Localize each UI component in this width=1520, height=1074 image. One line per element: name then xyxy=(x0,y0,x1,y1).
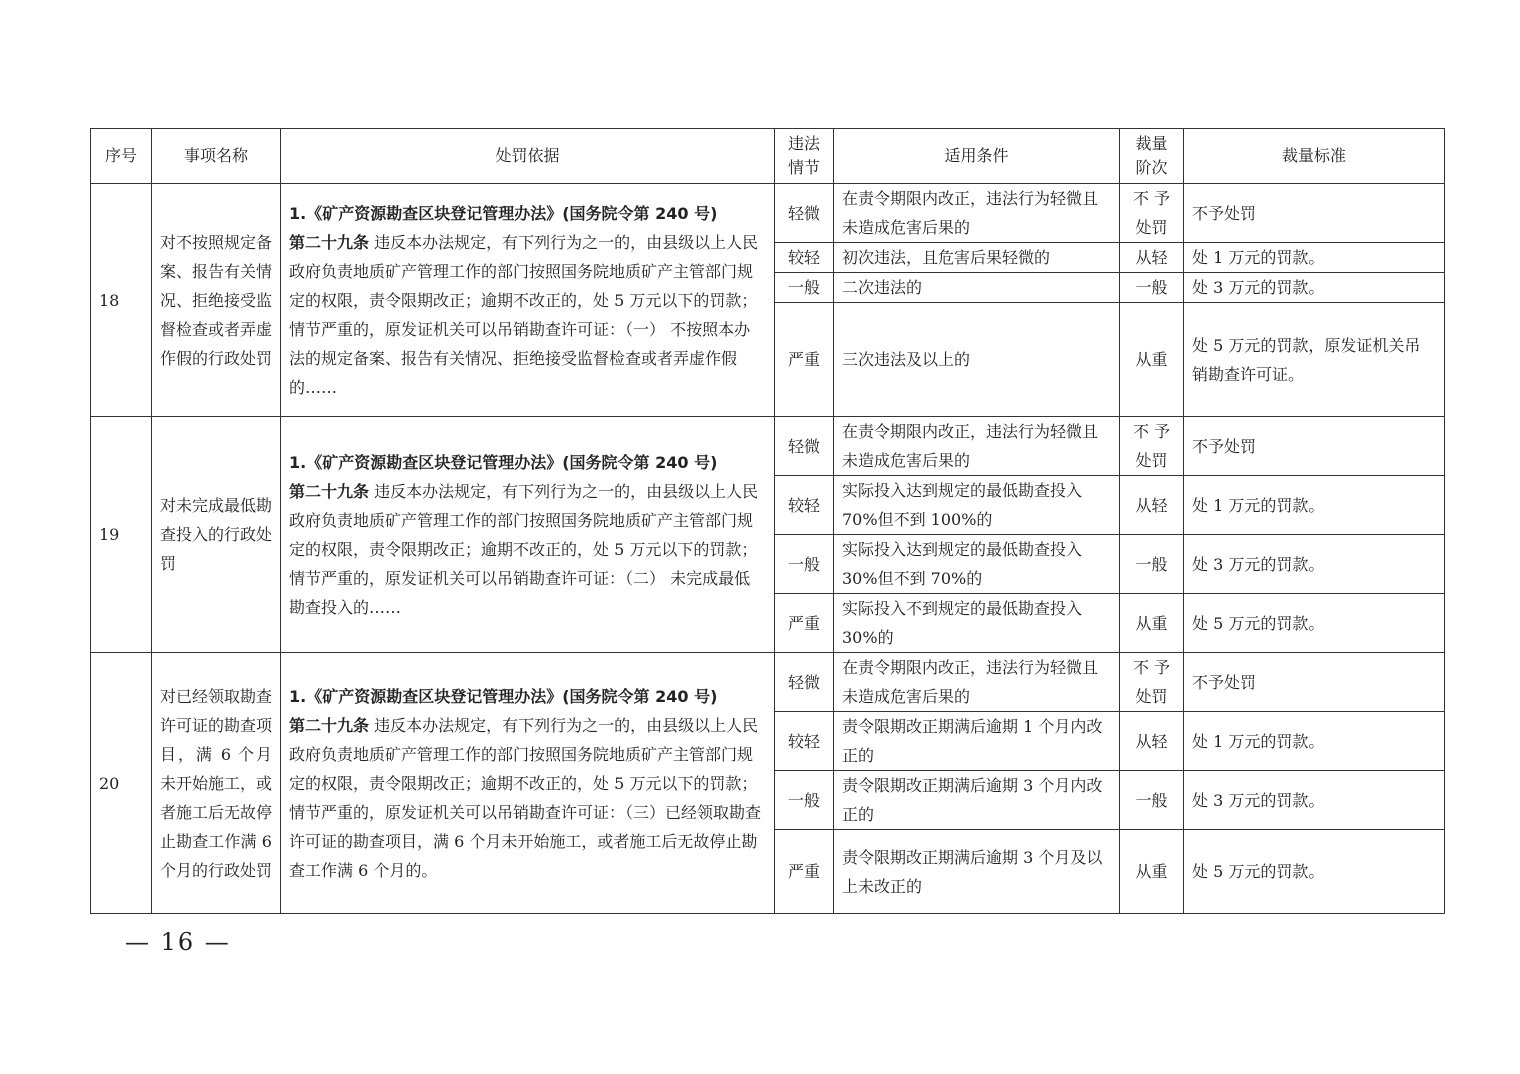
stage-cell: 从轻 xyxy=(1120,476,1184,535)
stage-cell: 一般 xyxy=(1120,273,1184,303)
standard-cell: 处 5 万元的罚款，原发证机关吊销勘查许可证。 xyxy=(1184,303,1445,417)
standard-cell: 处 5 万元的罚款。 xyxy=(1184,594,1445,653)
stage-cell: 从轻 xyxy=(1120,243,1184,273)
header-stage-line2: 阶次 xyxy=(1135,158,1168,177)
circumstance-cell: 较轻 xyxy=(775,476,834,535)
standard-cell: 不予处罚 xyxy=(1184,653,1445,712)
penalty-discretion-table xyxy=(90,128,1445,914)
circumstance-cell: 较轻 xyxy=(775,243,834,273)
basis-law: 1.《矿产资源勘查区块登记管理办法》(国务院令第 240 号) xyxy=(289,686,718,706)
row-seq: 18 xyxy=(91,184,152,417)
row-item-name: 对已经领取勘查许可证的勘查项目，满 6 个月未开始施工，或者施工后无故停止勘查工作满 6 个月的行政处罚 xyxy=(152,653,281,914)
circumstance-cell: 一般 xyxy=(775,273,834,303)
standard-cell: 处 3 万元的罚款。 xyxy=(1184,771,1445,830)
header-circumstance xyxy=(775,129,834,184)
stage-cell: 从重 xyxy=(1120,303,1184,417)
circumstance-cell: 一般 xyxy=(775,535,834,594)
stage-cell: 从重 xyxy=(1120,594,1184,653)
condition-cell: 初次违法，且危害后果轻微的 xyxy=(834,243,1120,273)
basis-article: 第二十九条 xyxy=(289,715,370,735)
condition-cell: 实际投入达到规定的最低勘查投入 70%但不到 100%的 xyxy=(834,476,1120,535)
header-circumstance-line1: 违法 xyxy=(787,134,820,153)
circumstance-cell: 严重 xyxy=(775,594,834,653)
row-seq: 19 xyxy=(91,417,152,653)
basis-law: 1.《矿产资源勘查区块登记管理办法》(国务院令第 240 号) xyxy=(289,452,718,472)
standard-cell: 不予处罚 xyxy=(1184,417,1445,476)
stage-cell: 从轻 xyxy=(1120,712,1184,771)
row-basis xyxy=(281,417,775,653)
condition-cell: 三次违法及以上的 xyxy=(834,303,1120,417)
condition-cell: 责令限期改正期满后逾期 3 个月内改正的 xyxy=(834,771,1120,830)
basis-text: 违反本办法规定，有下列行为之一的，由县级以上人民政府负责地质矿产管理工作的部门按照国务院地质矿产主管部门规定的权限，责令限期改正；逾期不改正的，处 5 万元以下的罚款；情节严重的，原发证机关可以吊销勘查许可证：（一） 不按照本办法的规定备案、报告有关情况、拒绝接受监督检查或者弄虚作假的…… xyxy=(289,232,759,397)
stage-cell: 不 予 处罚 xyxy=(1120,653,1184,712)
condition-cell: 二次违法的 xyxy=(834,273,1120,303)
circumstance-cell: 严重 xyxy=(775,303,834,417)
condition-cell: 责令限期改正期满后逾期 1 个月内改正的 xyxy=(834,712,1120,771)
page-number: — 16 — xyxy=(125,928,231,956)
basis-article: 第二十九条 xyxy=(289,481,370,501)
header-condition: 适用条件 xyxy=(834,129,1120,184)
circumstance-cell: 轻微 xyxy=(775,653,834,712)
standard-cell: 处 1 万元的罚款。 xyxy=(1184,476,1445,535)
condition-cell: 责令限期改正期满后逾期 3 个月及以上未改正的 xyxy=(834,830,1120,914)
circumstance-cell: 轻微 xyxy=(775,417,834,476)
row-seq: 20 xyxy=(91,653,152,914)
row-item-name: 对不按照规定备案、报告有关情况、拒绝接受监督检查或者弄虚作假的行政处罚 xyxy=(152,184,281,417)
basis-article: 第二十九条 xyxy=(289,232,370,252)
stage-cell: 一般 xyxy=(1120,535,1184,594)
header-standard: 裁量标准 xyxy=(1184,129,1445,184)
condition-cell: 在责令期限内改正，违法行为轻微且未造成危害后果的 xyxy=(834,184,1120,243)
table-row xyxy=(91,184,1445,243)
standard-cell: 处 3 万元的罚款。 xyxy=(1184,535,1445,594)
header-basis: 处罚依据 xyxy=(281,129,775,184)
stage-cell: 不 予 处罚 xyxy=(1120,417,1184,476)
circumstance-cell: 轻微 xyxy=(775,184,834,243)
basis-text: 违反本办法规定，有下列行为之一的，由县级以上人民政府负责地质矿产管理工作的部门按照国务院地质矿产主管部门规定的权限，责令限期改正；逾期不改正的，处 5 万元以下的罚款；情节严重的，原发证机关可以吊销勘查许可证：（三）已经领取勘查许可证的勘查项目，满 6 个月未开始施工，或者施工后无故停止勘查工作满 6 个月的。 xyxy=(289,715,762,880)
circumstance-cell: 严重 xyxy=(775,830,834,914)
table-row xyxy=(91,653,1445,712)
circumstance-cell: 较轻 xyxy=(775,712,834,771)
basis-text: 违反本办法规定，有下列行为之一的，由县级以上人民政府负责地质矿产管理工作的部门按照国务院地质矿产主管部门规定的权限，责令限期改正；逾期不改正的，处 5 万元以下的罚款；情节严重的，原发证机关可以吊销勘查许可证：（二） 未完成最低勘查投入的…… xyxy=(289,481,759,617)
header-stage xyxy=(1120,129,1184,184)
row-item-name: 对未完成最低勘查投入的行政处罚 xyxy=(152,417,281,653)
condition-cell: 在责令期限内改正，违法行为轻微且未造成危害后果的 xyxy=(834,653,1120,712)
header-item-name: 事项名称 xyxy=(152,129,281,184)
header-seq: 序号 xyxy=(91,129,152,184)
header-circumstance-line2: 情节 xyxy=(787,158,820,177)
standard-cell: 处 3 万元的罚款。 xyxy=(1184,273,1445,303)
stage-cell: 不 予 处罚 xyxy=(1120,184,1184,243)
header-stage-line1: 裁量 xyxy=(1135,134,1168,153)
circumstance-cell: 一般 xyxy=(775,771,834,830)
condition-cell: 实际投入达到规定的最低勘查投入 30%但不到 70%的 xyxy=(834,535,1120,594)
standard-cell: 处 1 万元的罚款。 xyxy=(1184,712,1445,771)
standard-cell: 处 5 万元的罚款。 xyxy=(1184,830,1445,914)
table-row xyxy=(91,417,1445,476)
stage-cell: 一般 xyxy=(1120,771,1184,830)
row-basis xyxy=(281,653,775,914)
condition-cell: 在责令期限内改正，违法行为轻微且未造成危害后果的 xyxy=(834,417,1120,476)
condition-cell: 实际投入不到规定的最低勘查投入 30%的 xyxy=(834,594,1120,653)
stage-cell: 从重 xyxy=(1120,830,1184,914)
table-header-row xyxy=(91,129,1445,184)
row-basis xyxy=(281,184,775,417)
standard-cell: 处 1 万元的罚款。 xyxy=(1184,243,1445,273)
basis-law: 1.《矿产资源勘查区块登记管理办法》(国务院令第 240 号) xyxy=(289,203,718,223)
standard-cell: 不予处罚 xyxy=(1184,184,1445,243)
